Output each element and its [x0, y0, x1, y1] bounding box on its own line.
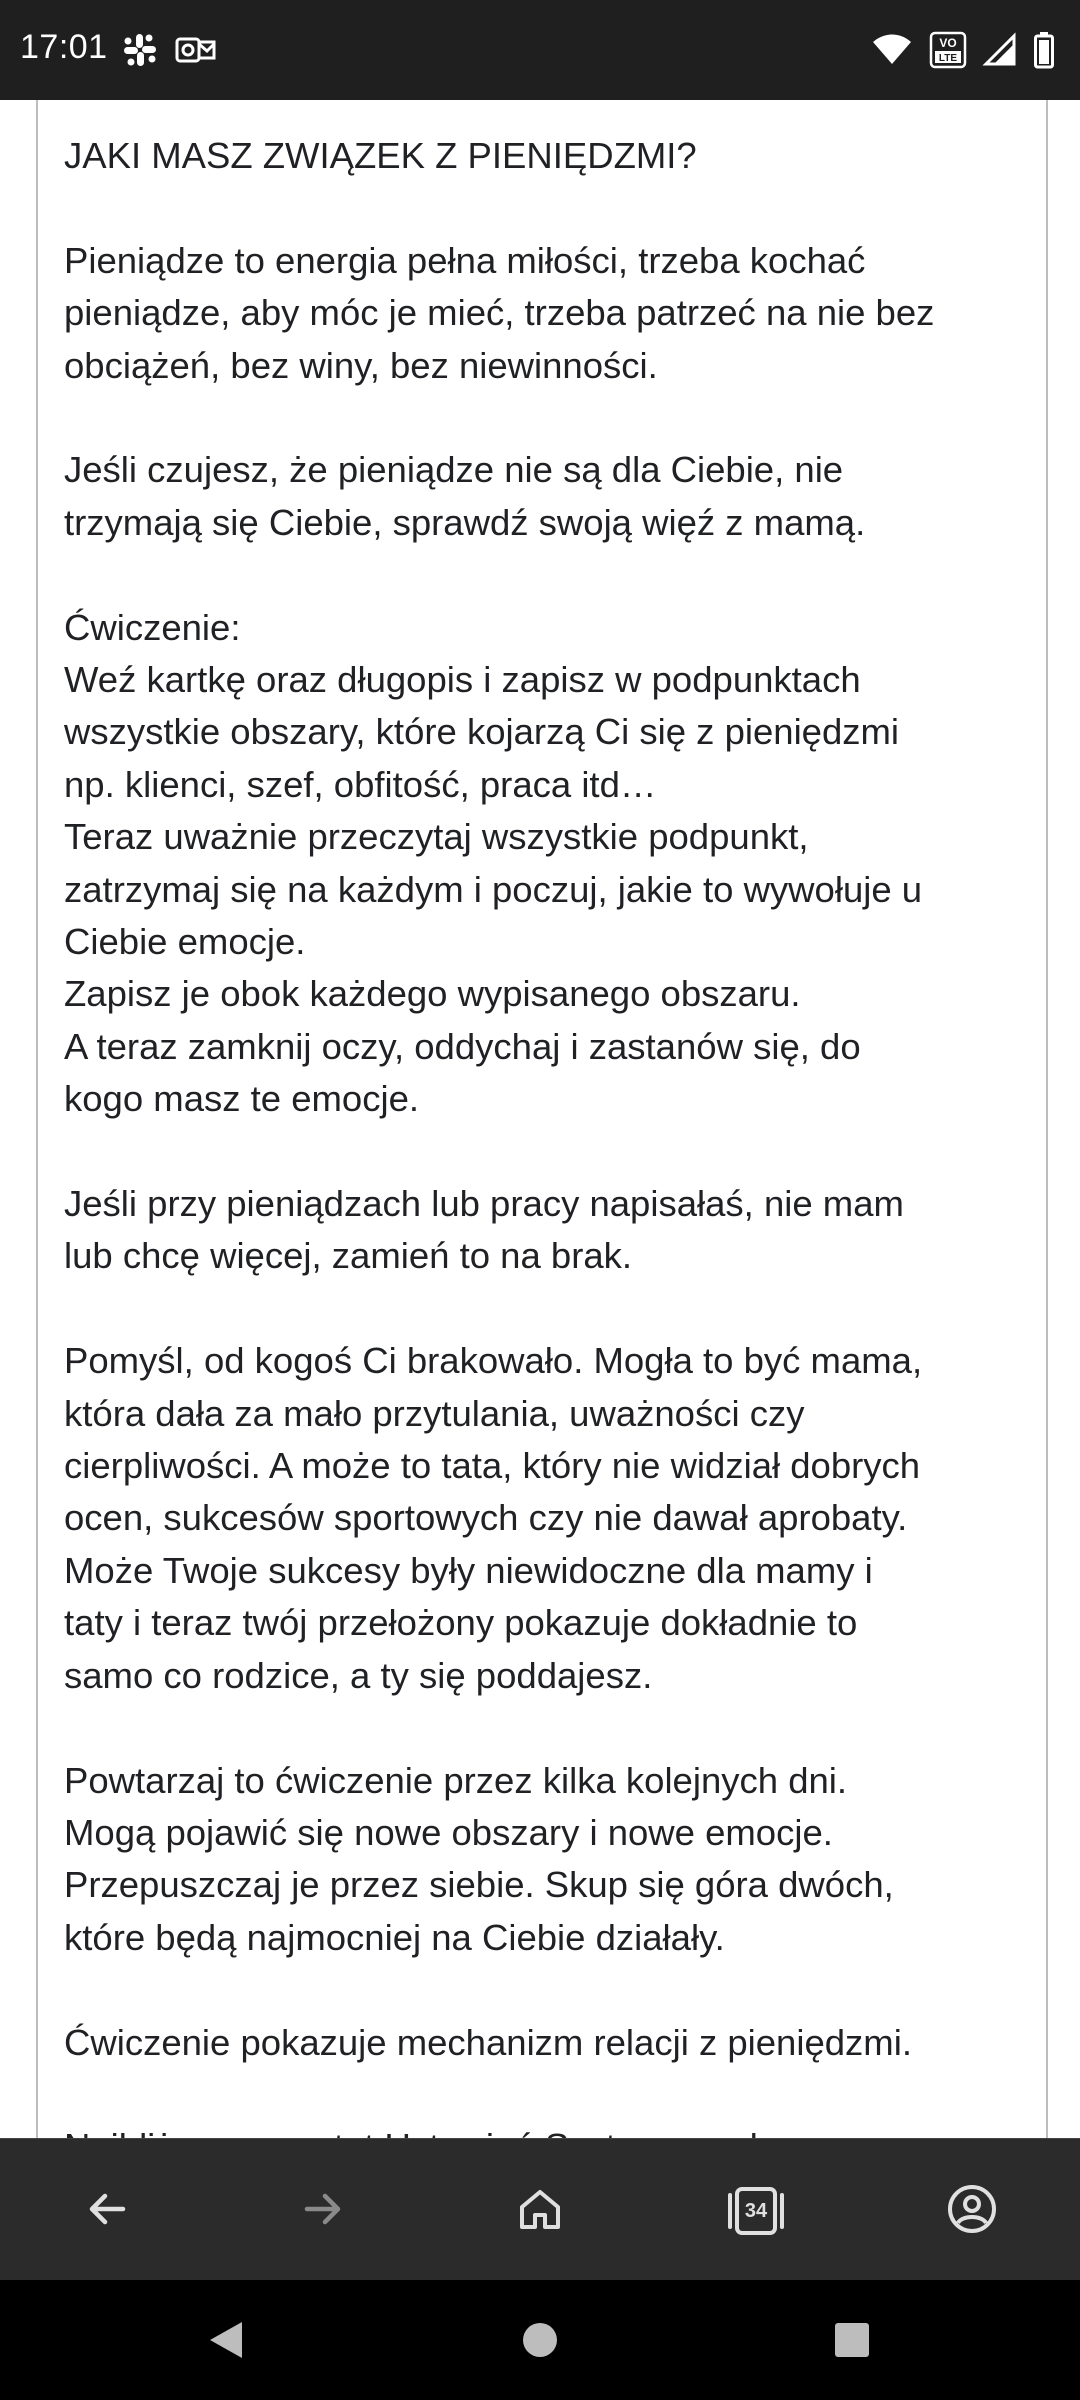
article-line: Ciebie emocje. — [64, 921, 306, 963]
article-line: Pieniądze to energia pełna miłości, trzeba kochać — [64, 239, 866, 281]
article-line: trzymają się Ciebie, sprawdź swoją więź z mamą. — [64, 501, 866, 543]
article-line: taty i teraz twój przełożony pokazuje dokładnie to — [64, 1602, 858, 1644]
outlook-icon — [176, 32, 216, 68]
paragraph-gap — [64, 549, 1024, 601]
article-line: która dała za mało przytulania, uważności czy — [64, 1392, 805, 1434]
system-back-button[interactable] — [194, 2310, 258, 2374]
article-line: Mogą pojawić się nowe obszary i nowe emocje. — [64, 1811, 833, 1853]
tab-count: 34 — [744, 2199, 768, 2222]
paragraph-gap — [64, 182, 1024, 234]
system-home-icon — [520, 2320, 560, 2365]
forward-button[interactable] — [291, 2179, 355, 2243]
article-line: Jeśli przy pieniądzach lub pracy napisałaś, nie mam — [64, 1183, 904, 1225]
volte-icon — [930, 32, 966, 68]
article-frame[interactable] — [36, 100, 1048, 2140]
article-heading: JAKI MASZ ZWIĄZEK Z PIENIĘDZMI? — [64, 135, 697, 176]
paragraph-gap — [64, 2069, 1024, 2121]
article-line: np. klienci, szef, obfitość, praca itd… — [64, 763, 657, 805]
wifi-icon — [872, 34, 912, 66]
svg-text:LTE: LTE — [938, 53, 958, 64]
article-line: Ćwiczenie pokazuje mechanizm relacji z pieniędzmi. — [64, 2021, 912, 2063]
article-line: ocen, sukcesów sportowych czy nie dawał aprobaty. — [64, 1497, 908, 1539]
article-text — [64, 130, 1024, 2174]
status-time: 17:01 — [20, 28, 108, 66]
article-line: Może Twoje sukcesy były niewidoczne dla mamy i — [64, 1549, 873, 1591]
paragraph-gap — [64, 392, 1024, 444]
slack-icon — [122, 32, 158, 68]
back-button[interactable] — [75, 2179, 139, 2243]
status-bar — [0, 0, 1080, 100]
article-line: Zapisz je obok każdego wypisanego obszaru. — [64, 973, 801, 1015]
article-line: A teraz zamknij oczy, oddychaj i zastanów się, do — [64, 1025, 861, 1067]
paragraph-gap — [64, 1964, 1024, 2016]
account-button[interactable] — [940, 2179, 1004, 2243]
article-line: lub chcę więcej, zamień to na brak. — [64, 1235, 633, 1277]
back-icon — [83, 2185, 131, 2238]
article-line: samo co rodzice, a ty się poddajesz. — [64, 1654, 653, 1696]
article-line: cierpliwości. A może to tata, który nie widział dobrych — [64, 1445, 921, 1487]
system-back-icon — [204, 2318, 248, 2367]
system-home-button[interactable] — [508, 2310, 572, 2374]
article-line: obciążeń, bez winy, bez niewinności. — [64, 344, 658, 386]
browser-bottom-nav — [0, 2138, 1080, 2281]
article-line: Powtarzaj to ćwiczenie przez kilka kolejnych dni. — [64, 1759, 848, 1801]
paragraph-gap — [64, 1126, 1024, 1178]
account-icon — [946, 2183, 998, 2240]
article-line: Weź kartkę oraz długopis i zapisz w podpunktach — [64, 659, 861, 701]
article-line: wszystkie obszary, które kojarzą Ci się z pieniędzmi — [64, 711, 900, 753]
system-recents-icon — [832, 2320, 872, 2365]
battery-icon — [1034, 32, 1054, 68]
article-line: Jeśli czujesz, że pieniądze nie są dla Ciebie, nie — [64, 449, 844, 491]
article-line: które będą najmocniej na Ciebie działały. — [64, 1916, 725, 1958]
forward-icon — [299, 2185, 347, 2238]
article-line: Ćwiczenie: — [64, 606, 241, 648]
system-recents-button[interactable] — [820, 2310, 884, 2374]
tabs-button[interactable] — [724, 2179, 788, 2243]
svg-text:VO: VO — [939, 36, 957, 50]
article-line: kogo masz te emocje. — [64, 1078, 420, 1120]
article-line: pieniądze, aby móc je mieć, trzeba patrzeć na nie bez — [64, 292, 935, 334]
paragraph-gap — [64, 1283, 1024, 1335]
tabs-icon — [724, 2179, 788, 2243]
paragraph-gap — [64, 1702, 1024, 1754]
system-nav-bar — [0, 2280, 1080, 2400]
signal-icon — [984, 34, 1016, 66]
article-line: Pomyśl, od kogoś Ci brakowało. Mogła to być mama, — [64, 1340, 923, 1382]
article-line: zatrzymaj się na każdym i poczuj, jakie to wywołuje u — [64, 868, 923, 910]
article-line: Przepuszczaj je przez siebie. Skup się góra dwóch, — [64, 1864, 894, 1906]
home-button[interactable] — [508, 2179, 572, 2243]
home-icon — [516, 2185, 564, 2238]
article-line: Teraz uważnie przeczytaj wszystkie podpunkt, — [64, 816, 809, 858]
